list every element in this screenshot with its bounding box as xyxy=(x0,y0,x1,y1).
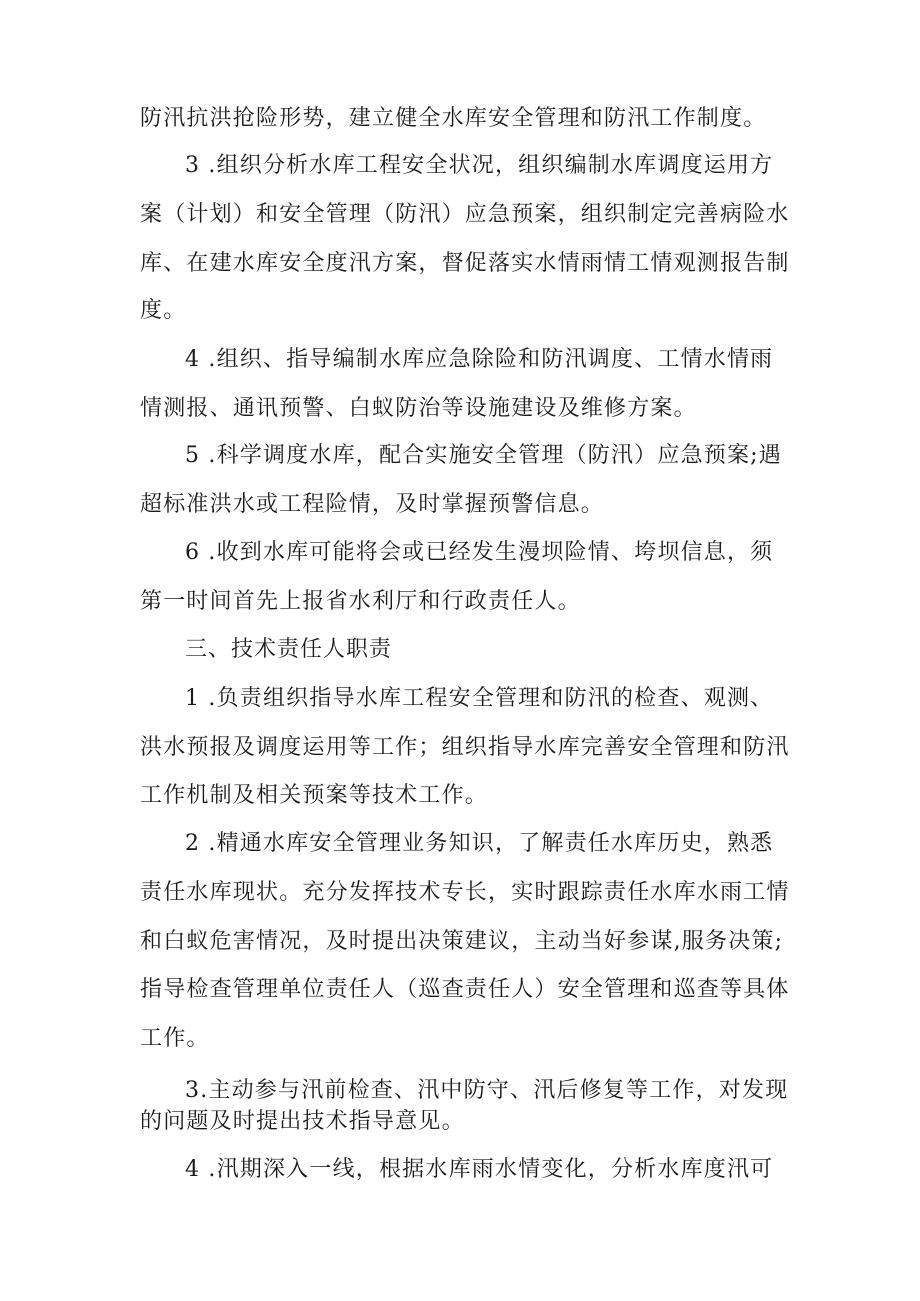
text-line: 4 .组织、指导编制水库应急除险和防汛调度、工情水情雨 xyxy=(185,347,774,372)
text-line: 案（计划）和安全管理（防汛）应急预案，组织制定完善病险水 xyxy=(140,202,790,227)
text-line: 3 .组织分析水库工程安全状况，组织编制水库调度运用方 xyxy=(185,153,774,178)
text-line: 和白蚁危害情况，及时提出决策建议，主动当好参谋,服务决策; xyxy=(140,929,784,954)
text-line: 5 .科学调度水库，配合实施安全管理（防汛）应急预案;遇 xyxy=(185,443,782,468)
text-line: 情测报、通讯预警、白蚁防治等设施建设及维修方案。 xyxy=(140,396,697,421)
text-line: 库、在建水库安全度汛方案，督促落实水情雨情工情观测报告制 xyxy=(140,251,790,276)
text-line: 2 .精通水库安全管理业务知识，了解责任水库历史，熟悉 xyxy=(185,831,774,856)
text-line: 指导检查管理单位责任人（巡查责任人）安全管理和巡查等具体 xyxy=(140,977,790,1002)
text-line: 工作。 xyxy=(140,1026,210,1051)
text-line: 防汛抗洪抢险形势，建立健全水库安全管理和防汛工作制度。 xyxy=(140,106,767,131)
text-line: 第一时间首先上报省水利厅和行政责任人。 xyxy=(140,589,581,614)
text-line: 责任水库现状。充分发挥技术专长，实时跟踪责任水库水雨工情 xyxy=(140,880,790,905)
text-line: 的问题及时提出技术指导意见。 xyxy=(140,1109,465,1134)
text-line: 1 .负责组织指导水库工程安全管理和防汛的检查、观测、 xyxy=(185,686,774,711)
text-line: 超标准洪水或工程险情，及时掌握预警信息。 xyxy=(140,492,605,517)
text-line: 工作机制及相关预案等技术工作。 xyxy=(140,783,489,808)
text-line: 度。 xyxy=(140,298,187,323)
section-heading: 三、技术责任人职责 xyxy=(185,637,393,662)
text-line: 3.主动参与汛前检查、汛中防守、汛后修复等工作，对发现 xyxy=(185,1078,789,1103)
text-line: 6 .收到水库可能将会或已经发生漫坝险情、垮坝信息，须 xyxy=(185,540,774,565)
text-line: 洪水预报及调度运用等工作；组织指导水库完善安全管理和防汛 xyxy=(140,735,790,760)
text-line: 4 .汛期深入一线，根据水库雨水情变化，分析水库度汛可 xyxy=(185,1157,774,1182)
